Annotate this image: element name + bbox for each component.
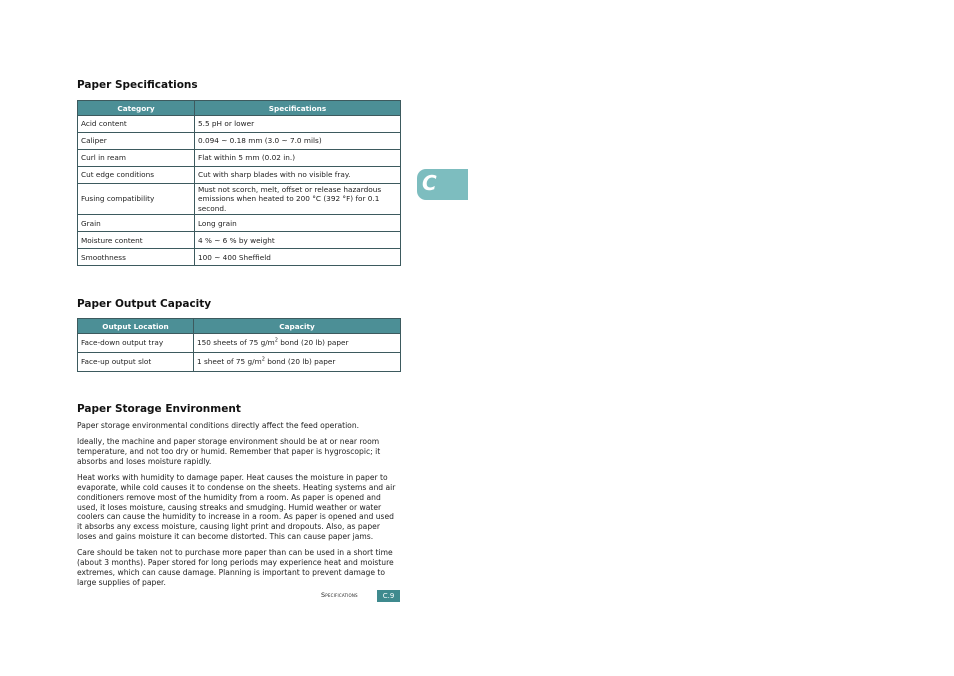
spec-cell: Must not scorch, melt, offset or release hazardous emissions when heated to 200 °C (392 °F) for 0.1 second. xyxy=(195,184,401,215)
table-row xyxy=(78,232,401,249)
spec-cell: 100 ~ 400 Sheffield xyxy=(195,249,401,266)
spec-cell: 4 % ~ 6 % by weight xyxy=(195,232,401,249)
category-cell: Grain xyxy=(78,215,195,232)
paper-output-capacity-heading: Paper Output Capacity xyxy=(77,298,212,310)
spec-cell: Cut with sharp blades with no visible fray. xyxy=(195,167,401,184)
chapter-tab xyxy=(417,169,468,200)
paper-storage-environment-heading: Paper Storage Environment xyxy=(77,403,241,415)
category-cell: Moisture content xyxy=(78,232,195,249)
table-row xyxy=(78,215,401,232)
column-header-output-location: Output Location xyxy=(78,319,194,334)
footer-section-label: Specifications xyxy=(321,591,358,599)
footer-page-number: C.9 xyxy=(377,590,400,602)
body-paragraph: Ideally, the machine and paper storage environment should be at or near room temperature, and not too dry or humid. Remember that paper is hygroscopic; it absorbs and loses moisture rapidly. xyxy=(77,437,381,466)
chapter-letter: C xyxy=(422,171,437,195)
spec-cell: Long grain xyxy=(195,215,401,232)
location-cell: Face-up output slot xyxy=(78,353,194,372)
spec-cell: 5.5 pH or lower xyxy=(195,116,401,133)
paper-output-capacity-table xyxy=(77,318,401,372)
category-cell: Caliper xyxy=(78,133,195,150)
location-cell: Face-down output tray xyxy=(78,334,194,353)
storage-environment-body xyxy=(77,421,401,594)
category-cell: Cut edge conditions xyxy=(78,167,195,184)
table-row xyxy=(78,150,401,167)
paper-specifications-heading: Paper Specifications xyxy=(77,79,198,91)
table-header-row xyxy=(78,319,401,334)
spec-cell: Flat within 5 mm (0.02 in.) xyxy=(195,150,401,167)
column-header-specifications: Specifications xyxy=(195,101,401,116)
table-row xyxy=(78,334,401,353)
table-row xyxy=(78,133,401,150)
table-row xyxy=(78,353,401,372)
category-cell: Smoothness xyxy=(78,249,195,266)
category-cell: Acid content xyxy=(78,116,195,133)
table-header-row xyxy=(78,101,401,116)
table-row xyxy=(78,167,401,184)
column-header-capacity: Capacity xyxy=(194,319,401,334)
table-row xyxy=(78,184,401,215)
spec-cell: 0.094 ~ 0.18 mm (3.0 ~ 7.0 mils) xyxy=(195,133,401,150)
paper-specifications-table xyxy=(77,100,401,266)
body-paragraph: Care should be taken not to purchase more paper than can be used in a short time (about 3 months). Paper stored for long periods may experience heat and moisture extremes, which can cause damage. Planning is important to prevent damage to large supplies of paper. xyxy=(77,548,394,587)
capacity-cell: 150 sheets of 75 $g/m^2$ bond (20 lb) paper xyxy=(194,334,401,353)
body-paragraph: Paper storage environmental conditions directly affect the feed operation. xyxy=(77,421,360,430)
category-cell: Curl in ream xyxy=(78,150,195,167)
capacity-cell: 1 sheet of 75 $g/m^2$ bond (20 lb) paper xyxy=(194,353,401,372)
column-header-category: Category xyxy=(78,101,195,116)
table-row xyxy=(78,116,401,133)
body-paragraph: Heat works with humidity to damage paper. Heat causes the moisture in paper to evaporate, while cold causes it to condense on the sheets. Heating systems and air conditioners remove most of the humidity from a room. As paper is opened and used, it loses moisture, causing streaks and smudging. Humid weather or water coolers can cause the humidity to increase in a room. As paper is opened and used it absorbs any excess moisture, causing light print and dropouts. Also, as paper loses and gains moisture it can become distorted. This can cause paper jams. xyxy=(77,473,396,541)
table-row xyxy=(78,249,401,266)
category-cell: Fusing compatibility xyxy=(78,184,195,215)
